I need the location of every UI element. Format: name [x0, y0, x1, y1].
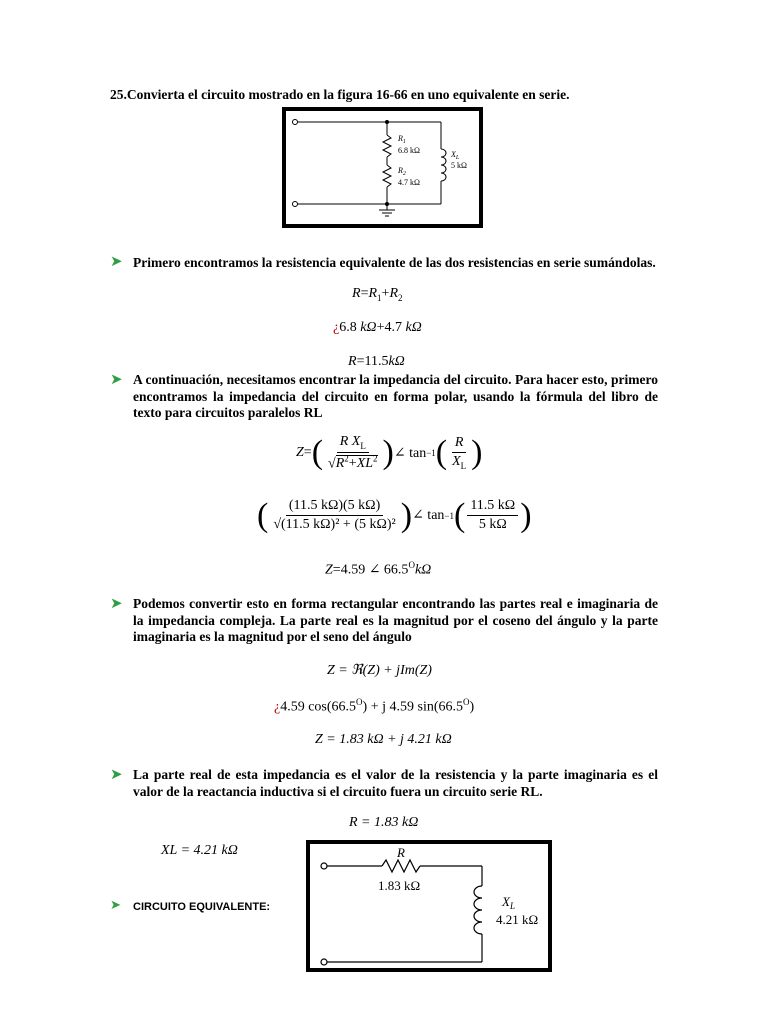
equation-r-result: R=11.5kΩ: [348, 354, 405, 369]
step4-text: La parte real de esta impedancia es el valor de la resistencia y la parte imaginaria es el valor de la reactancia inductiva si el circuito fuera un circuito serie RL.: [133, 767, 658, 799]
equation-r-sum: $R=R_1+R_2$: [352, 286, 403, 303]
xl-label: $X_L$: [451, 150, 460, 161]
figure-series-rl-circuit: [306, 840, 552, 972]
bullet-arrow-icon: ➤: [110, 370, 123, 388]
r2-label: $R_2$: [398, 166, 406, 177]
step1-text: Primero encontramos la resistencia equivalente de las dos resistencias en serie sumándolas.: [133, 255, 656, 270]
series-circuit-diagram: [310, 844, 548, 968]
equivalent-circuit-label: CIRCUITO EQUIVALENTE:: [133, 901, 271, 913]
bullet-arrow-icon: ➤: [110, 252, 123, 270]
equation-r-values: ¿6.8 kΩ+4.7 kΩ: [333, 320, 422, 335]
bullet-arrow-icon: ➤: [110, 898, 121, 913]
equation-z-rect-result: Z = 1.83 kΩ + j 4.21 kΩ: [315, 732, 452, 747]
equation-xl-final: XL = 4.21 kΩ: [161, 843, 238, 858]
r-value: 1.83 kΩ: [378, 878, 421, 893]
step2-text: A continuación, necesitamos encontrar la impedancia del circuito. Para hacer esto, primero encontramos la impedancia del circuito en forma polar, usando la fórmula del libro de texto para circuitos paralelos RL: [133, 372, 658, 420]
r1-value: 6.8 kΩ: [398, 146, 420, 155]
equation-z-rect-trig: ¿4.59 $\cos(66.5^O) + j$ 4.59 $\sin(66.5^O)$: [274, 697, 475, 715]
equation-z-polar: Z=4.59 ∠ $66.5^Ok\Omega$: [325, 560, 432, 578]
equation-z-substituted: ( $\frac{(11.5 k\Omega)(5 k\Omega)}{\text{√(11.5 kΩ)² + (5 kΩ)²}}$ ) ∠ tan −1 ( $\frac{11.5 k\Omega}{5 k\Omega}$ ): [257, 496, 532, 534]
figure-parallel-rl-circuit: [282, 107, 483, 228]
problem-title: 25.Convierta el circuito mostrado en la figura 16-66 en uno equivalente en serie.: [110, 87, 570, 102]
parallel-circuit-diagram: [286, 111, 479, 224]
xl-value: 4.21 kΩ: [496, 912, 539, 927]
equation-z-rect-definition: Z = ℜ(Z) + jIm(Z): [327, 663, 432, 678]
r2-value: 4.7 kΩ: [398, 178, 420, 187]
equation-r-final: R = 1.83 kΩ: [349, 815, 419, 830]
r-label: R: [397, 845, 405, 860]
equation-z-formula: Z = ( $\frac{R X_L}{√R^2+XL^2}$ ) ∠ tan −1 ( $\frac{R}{X_L}$ ): [296, 434, 483, 472]
r1-label: $R_1$: [398, 134, 406, 145]
bullet-arrow-icon: ➤: [110, 765, 123, 783]
xl-label: $X_L$: [502, 894, 515, 911]
xl-value: 5 kΩ: [451, 161, 467, 170]
bullet-arrow-icon: ➤: [110, 594, 123, 612]
step3-text: Podemos convertir esto en forma rectangular encontrando las partes real e imaginaria de la impedancia compleja. La parte real es la magnitud por el coseno del ángulo y la parte imaginaria es la magnitud por el seno del ángulo: [133, 596, 658, 644]
